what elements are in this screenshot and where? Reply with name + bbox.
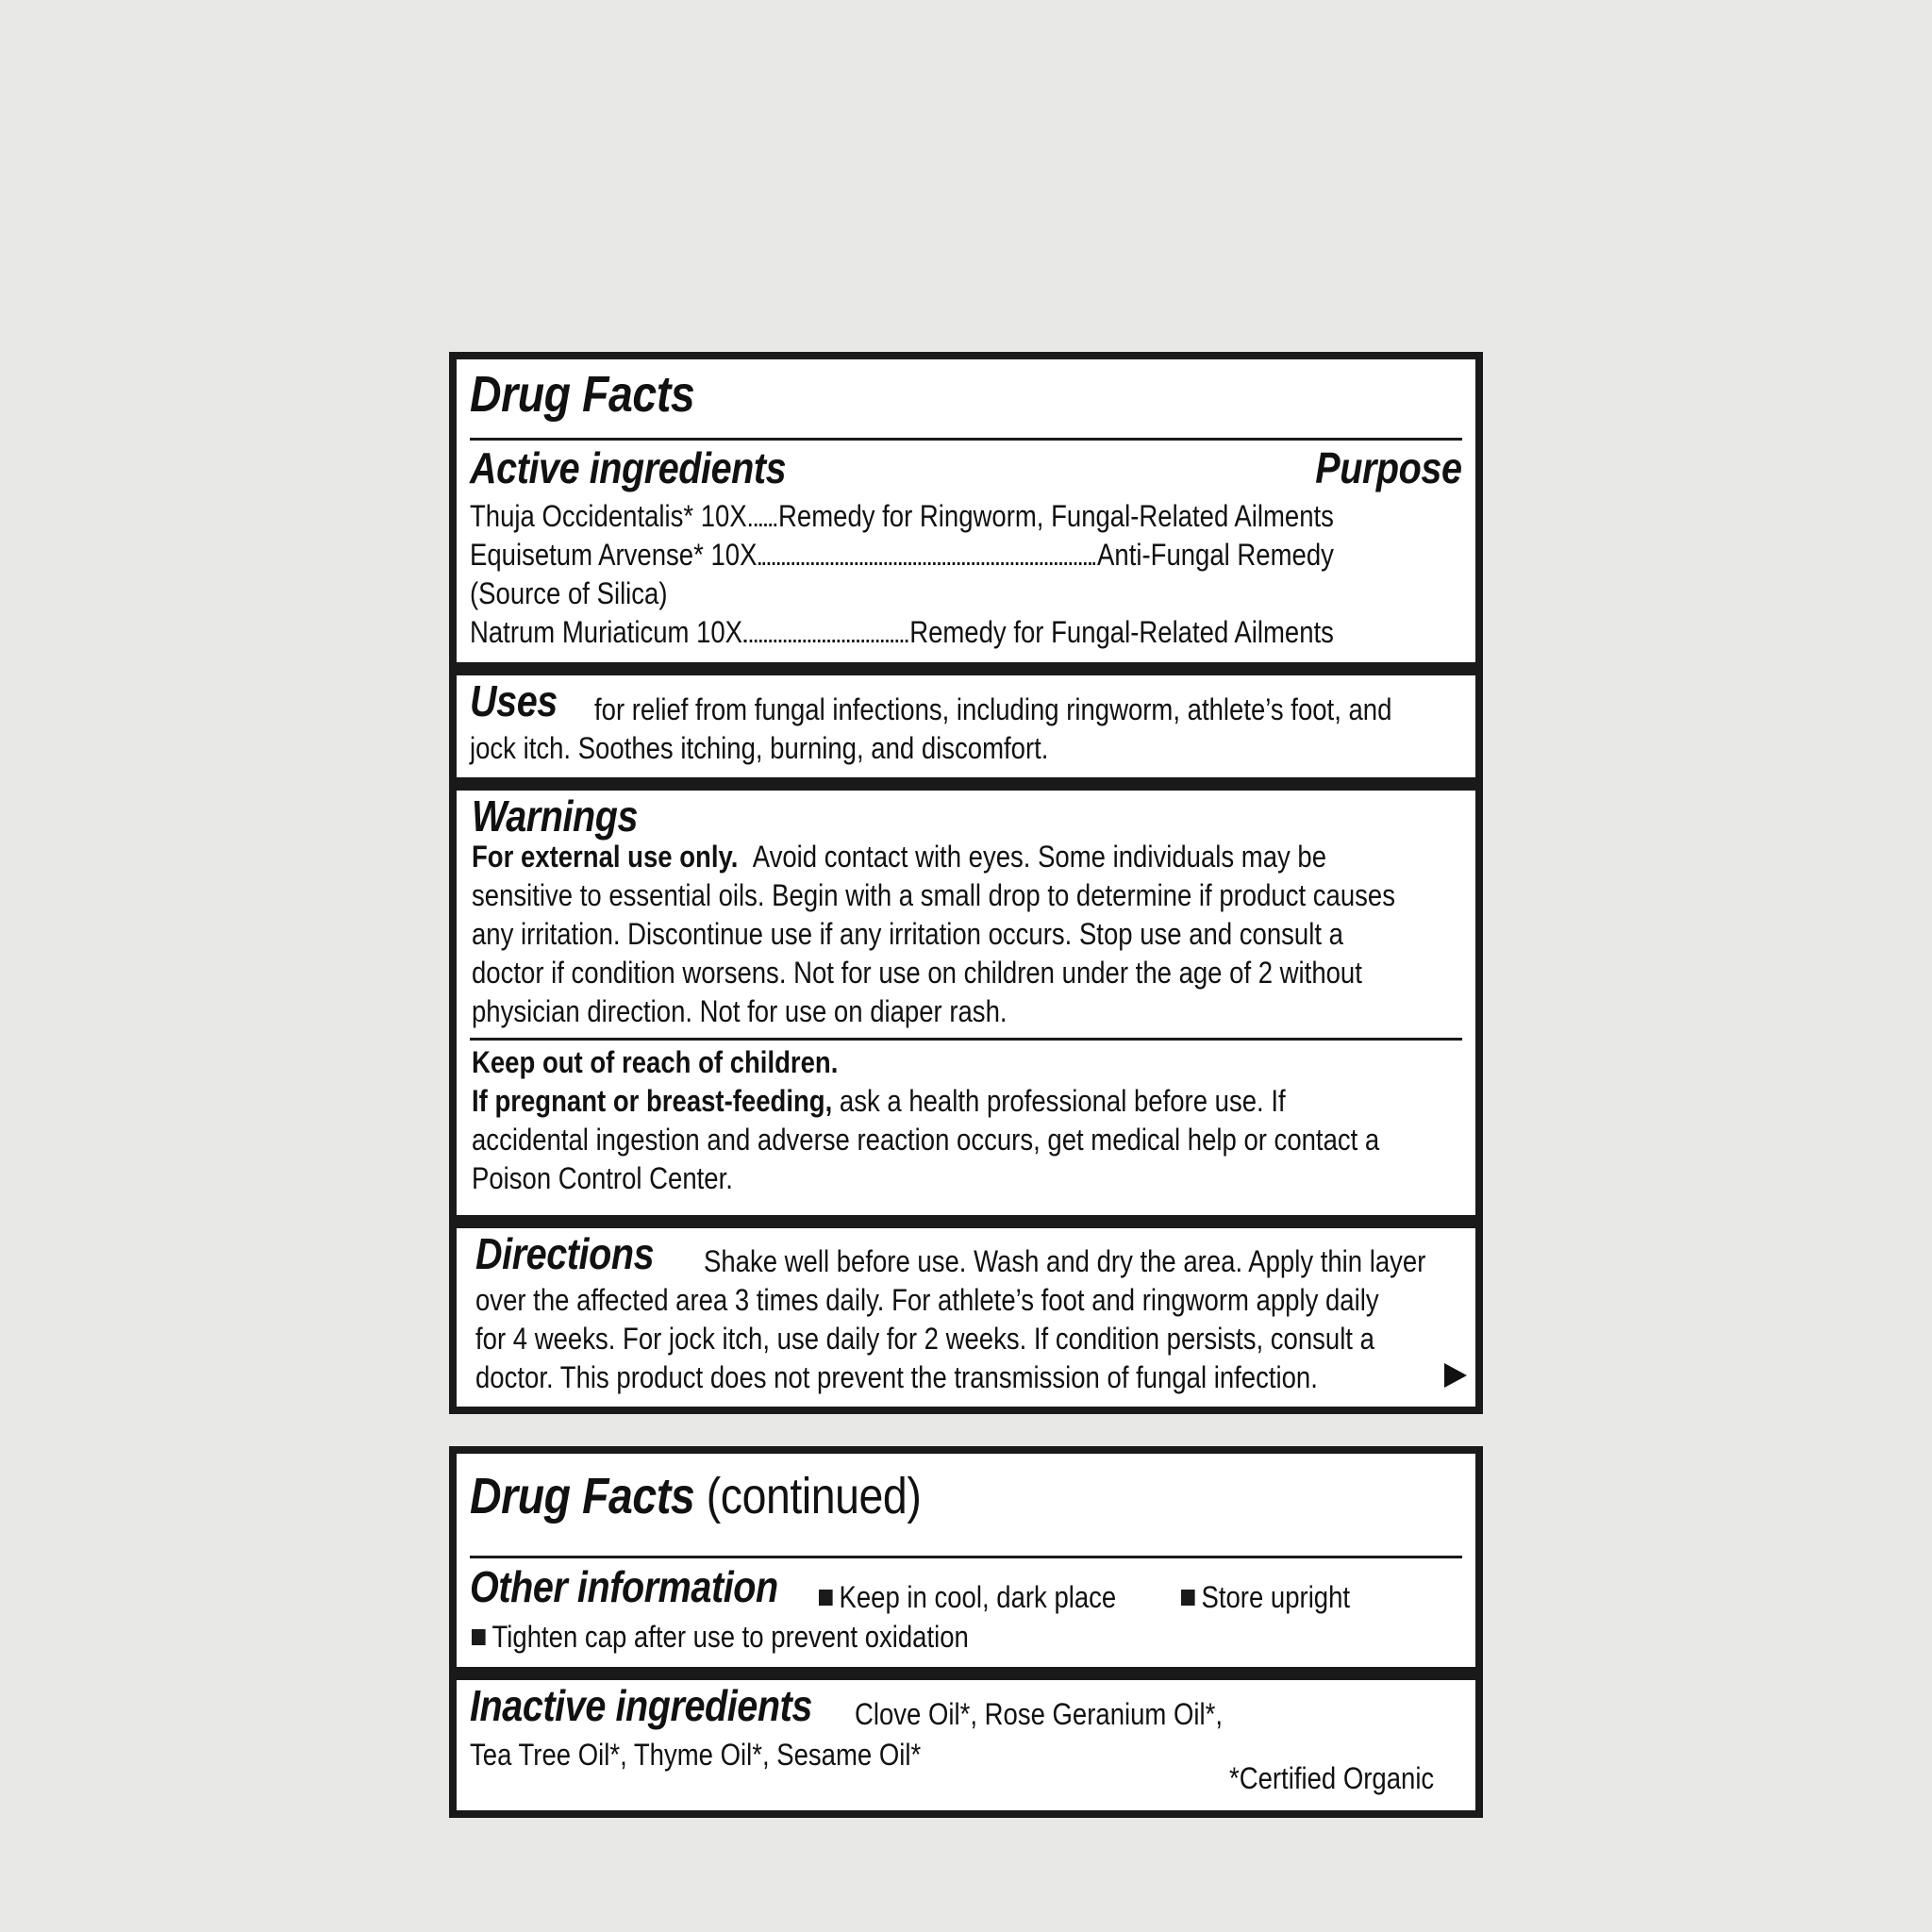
continued-title: Drug Facts (continued) [470,1468,922,1524]
inactive-ingredients-section [457,1680,1475,1812]
pregnant-label: If pregnant or breast-feeding, [472,1084,833,1118]
inactive-ingredients-heading: Inactive ingredients [470,1681,812,1730]
warnings-text-line: doctor if condition worsens. Not for use on children under the age of 2 without [472,956,1362,990]
ingredient-name: Natrum Muriaticum 10X [470,615,743,649]
warnings-text-line: physician direction. Not for use on diaper rash. [472,994,1008,1028]
uses-text-line: for relief from fungal infections, including ringworm, athlete’s foot, and [594,692,1392,726]
leader-dots [744,640,908,642]
continued-suffix: (continued) [706,1468,922,1524]
directions-text-line: doctor. This product does not prevent the transmission of fungal infection. [475,1360,1318,1394]
ingredient-name: Thuja Occidentalis* 10X [470,499,747,533]
bullet-icon [1181,1590,1195,1606]
warnings-divider [470,1038,1462,1041]
drug-facts-continued-panel [449,1446,1483,1818]
directions-section [457,1228,1475,1407]
ingredient-purpose: Remedy for Ringworm, Fungal-Related Ailments [778,499,1334,533]
continue-arrow-icon [1444,1363,1467,1388]
ingredient-note: (Source of Silica) [470,576,668,610]
directions-text-line: over the affected area 3 times daily. For athlete’s foot and ringworm apply daily [475,1283,1379,1317]
directions-text-line: for 4 weeks. For jock itch, use daily for 2 weeks. If condition persists, consult a [475,1322,1374,1356]
ingredient-purpose: Remedy for Fungal-Related Ailments [909,615,1334,649]
title-divider [470,1556,1462,1558]
ingredient-row [470,538,1334,573]
keep-out-text: Keep out of reach of children. [472,1045,839,1079]
section-divider [457,777,1475,791]
warnings-text-line: any irritation. Discontinue use if any irritation occurs. Stop use and consult a [472,917,1343,951]
directions-heading: Directions [475,1229,655,1278]
leader-dots [748,524,776,526]
warnings-section [457,791,1475,1215]
uses-heading: Uses [470,676,558,725]
drug-facts-panel [449,352,1483,1414]
warnings-heading: Warnings [472,791,639,841]
bullet-icon [819,1590,833,1606]
leader-dots [758,562,1095,565]
ingredient-row [470,499,1334,534]
ingredient-purpose: Anti-Fungal Remedy [1097,538,1334,572]
active-ingredients-section [457,441,1475,691]
other-info-item: Keep in cool, dark place [819,1578,1116,1617]
other-info-item: Tighten cap after use to prevent oxidation [472,1618,969,1657]
inactive-text-line: Clove Oil*, Rose Geranium Oil*, [855,1697,1223,1731]
other-info-item: Store upright [1181,1578,1350,1617]
bullet-icon [472,1629,486,1645]
pregnant-text-line: If pregnant or breast-feeding, ask a health professional before use. If [472,1084,1286,1118]
purpose-heading: Purpose [1315,443,1462,492]
external-use-label: For external use only. [472,840,739,874]
drug-facts-title: Drug Facts [470,366,695,423]
section-divider [457,1215,1475,1228]
pregnant-text-line: accidental ingestion and adverse reaction occurs, get medical help or contact a [472,1123,1380,1157]
section-divider [457,662,1475,675]
active-ingredients-heading: Active ingredients [470,443,787,492]
uses-text-line: jock itch. Soothes itching, burning, and discomfort. [470,731,1049,765]
directions-text-line: Shake well before use. Wash and dry the area. Apply thin layer [704,1244,1426,1278]
ingredient-row [470,615,1334,650]
warnings-text-line: sensitive to essential oils. Begin with a small drop to determine if product causes [472,878,1395,912]
certified-organic-note: *Certified Organic [1229,1761,1435,1795]
section-divider [457,1667,1475,1680]
other-information-heading: Other information [470,1562,778,1611]
warnings-text-line: For external use only. Avoid contact with eyes. Some individuals may be [472,840,1327,874]
other-information-section [457,1559,1475,1673]
inactive-text-line: Tea Tree Oil*, Thyme Oil*, Sesame Oil* [470,1738,922,1772]
uses-section [457,675,1475,770]
pregnant-text-line: Poison Control Center. [472,1161,733,1195]
ingredient-name: Equisetum Arvense* 10X [470,538,758,572]
